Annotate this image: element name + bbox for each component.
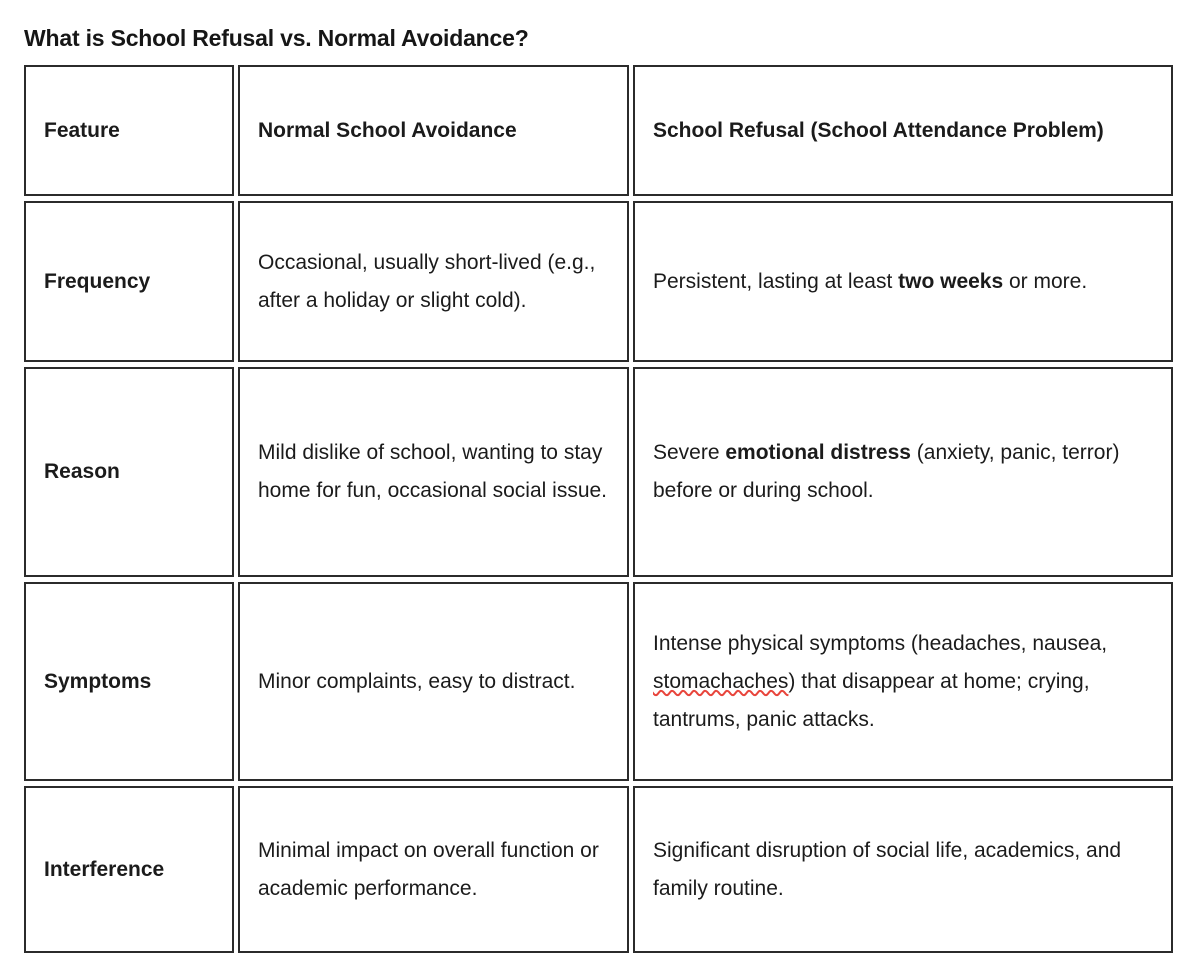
table-row: [24, 201, 1173, 362]
emphasis-text: emotional distress: [725, 441, 911, 464]
cell-reason-refusal: Severe emotional distress (anxiety, panic, terror) before or during school.: [633, 367, 1173, 577]
column-header-school-refusal: School Refusal (School Attendance Problem): [633, 65, 1173, 196]
cell-interference-normal: Minimal impact on overall function or academic performance.: [238, 786, 629, 953]
table-row: [24, 367, 1173, 577]
table-header-row: [24, 65, 1173, 196]
spellcheck-error: stomachaches: [653, 669, 789, 693]
column-header-feature: Feature: [24, 65, 234, 196]
cell-reason-normal: Mild dislike of school, wanting to stay home for fun, occasional social issue.: [238, 367, 629, 577]
comparison-table: [20, 60, 1177, 958]
page-title: What is School Refusal vs. Normal Avoidance?: [24, 25, 529, 52]
row-label-symptoms: Symptoms: [24, 582, 234, 781]
cell-frequency-refusal: Persistent, lasting at least two weeks or more.: [633, 201, 1173, 362]
cell-interference-refusal: Significant disruption of social life, academics, and family routine.: [633, 786, 1173, 953]
column-header-normal-avoidance: Normal School Avoidance: [238, 65, 629, 196]
cell-symptoms-normal: Minor complaints, easy to distract.: [238, 582, 629, 781]
table-row: [24, 786, 1173, 953]
cell-symptoms-refusal: Intense physical symptoms (headaches, nausea, stomachaches) that disappear at home; crying, tantrums, panic attacks.: [633, 582, 1173, 781]
table-row: [24, 582, 1173, 781]
row-label-reason: Reason: [24, 367, 234, 577]
emphasis-text: two weeks: [898, 269, 1004, 293]
row-label-interference: Interference: [24, 786, 234, 953]
cell-frequency-normal: Occasional, usually short-lived (e.g., after a holiday or slight cold).: [238, 201, 629, 362]
row-label-frequency: Frequency: [24, 201, 234, 362]
